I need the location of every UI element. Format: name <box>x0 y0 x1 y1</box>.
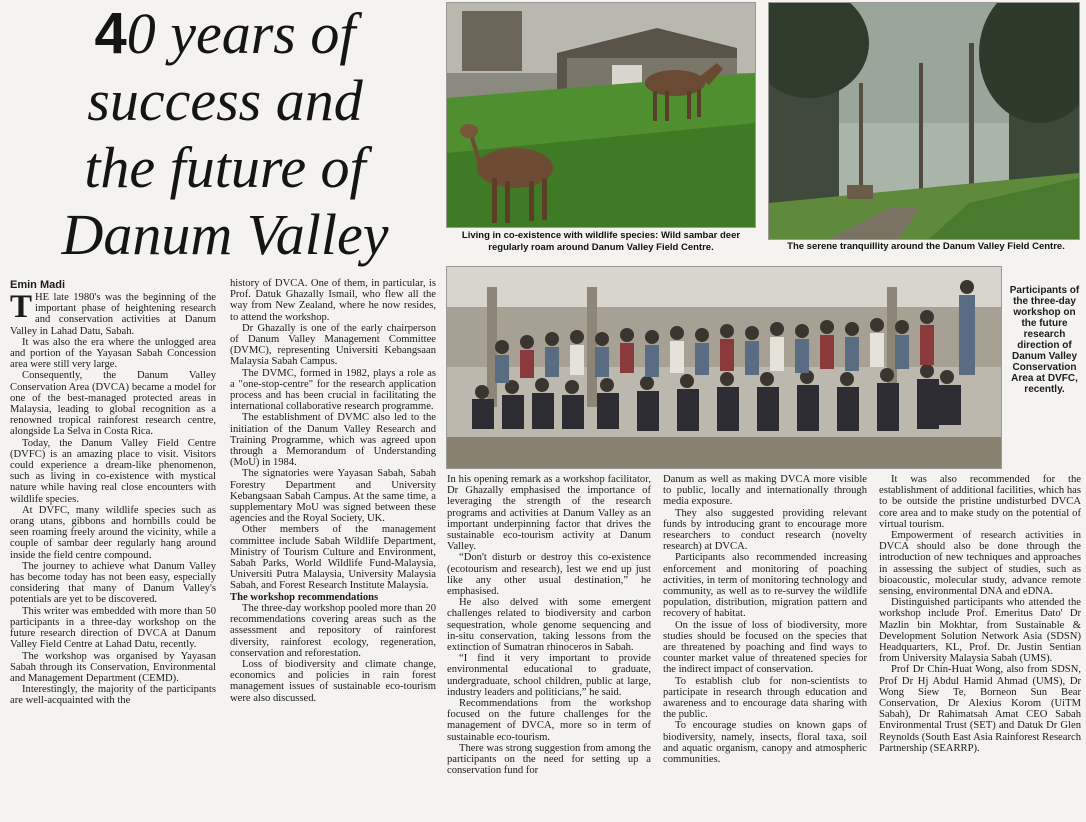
paragraph: The signatories were Yayasan Sabah, Sabah Forestry Department and University Kebangsaan Sabah Campus. At the same time, a supplementary MoU was signed between these agencies and the Royal Society, UK. <box>230 468 436 525</box>
headline-line-3: the future of <box>84 135 366 200</box>
forest-photo-caption: The serene tranquillity around the Danum Valley Field Centre. <box>787 241 1065 252</box>
forest-photo <box>768 2 1080 240</box>
headline-line-1: 0 years of <box>126 1 356 66</box>
paragraph: Loss of biodiversity and climate change, economics and policies in rain forest management issues of sustainable eco-tourism were also discussed. <box>230 658 436 704</box>
section-subhead: The workshop recommendations <box>230 591 379 603</box>
drop-cap: T <box>10 289 33 325</box>
paragraph: It was also recommended for the establishment of additional facilities, which has to be outside the pristine undisturbed DVCA core area and to make study on the potential of virtual tourism. <box>879 474 1081 530</box>
sambar-deer-photo <box>446 2 756 228</box>
paragraph: On the issue of loss of biodiversity, more studies should be focused on the species that are threatened by poaching and find ways to counter market value of threatened species for the indirect impact of conservation. <box>663 619 867 676</box>
paragraph: In his opening remark as a workshop facilitator, Dr Ghazally emphasised the importance of leveraging the strength of the research programs and activities at Danum Valley as an important underpinning factor that drives the sustainable eco-tourism activity at Danum Valley. <box>447 474 651 553</box>
paragraph: Other members of the management committee include Sabah Wildlife Department, Ministry of Tourism Culture and Environment, Sabah Parks, World Wildlife Fund-Malaysia, Universiti Putra Malaysia, University Malaysia Sabah, and Forest Research Institute Malaysia. <box>230 524 436 592</box>
paragraph: The workshop was organised by Yayasan Sabah through its Conservation, Environmental and Management Department (CEMD). <box>10 650 216 684</box>
column-1 <box>10 289 216 707</box>
sambar-photo-caption: Living in co-existence with wildlife species: Wild sambar deer regularly roam around Danum Valley Field Centre. <box>461 230 741 253</box>
column-4 <box>663 474 867 765</box>
paragraph: “I find it very important to provide environmental educational to graduate, undergraduate, school children, public at large, industry leaders and politicians,” he said. <box>447 653 651 698</box>
paragraph: The journey to achieve what Danum Valley has become today has not been easy, especially considering that many of Danum Valley's potentials are yet to be discovered. <box>10 560 216 606</box>
headline-line-2: success and <box>87 68 363 133</box>
paragraph: To establish club for non-scientists to participate in research through education and awareness and to encourage data sharing with the public. <box>663 675 867 721</box>
paragraph: The DVMC, formed in 1982, plays a role as a "one-stop-centre" for the research application process and has been crucial in facilitating the international collaborative research programme. <box>230 367 436 413</box>
paragraph: Consequently, the Danum Valley Conservation Area (DVCA) became a model for one of the best-managed protected areas in Malaysia, leading to global recognition as a renowned tropical rainforest research centre, alongside La Selva in Costa Rica. <box>10 370 216 438</box>
paragraph: Interestingly, the majority of the participants are well-acquainted with the <box>10 684 216 707</box>
paragraph: The establishment of DVMC also led to the initiation of the Danum Valley Research and Training Programme, which was agreed upon through a Memorandum of Understanding (MoU) in 1984. <box>230 412 436 469</box>
paragraph: The three-day workshop pooled more than 20 recommendations covering areas such as the assessment and repository of rainforest diversity, rainforest ecology, regeneration, conservation and reforestation. <box>230 602 436 659</box>
paragraph: Distinguished participants who attended the workshop include Prof. Emeritus Dato' Dr Mazlin bin Mokhtar, from Sustainable & Development Solution Network Asia (SDSN) Headquarters, KL, Prof. Dr. Justin Sentian from University Malaysia Sabah (UMS). <box>879 597 1081 665</box>
paragraph: Recommendations from the workshop focused on the future challenges for the management of DVCA, more so in term of sustainable eco-tourism. <box>447 698 651 743</box>
paragraph: Danum as well as making DVCA more visible to public, locally and internationally through media exposure. <box>663 474 867 508</box>
paragraph: THE late 1980's was the beginning of the important phase of heightening research and conservation activities at Danum Valley in Lahad Datu, Sabah. <box>10 289 216 337</box>
group-photo-caption: Participants of the three-day workshop on the future research direction of Danum Valley Conservation Area at DVFC, recently. <box>1009 285 1080 395</box>
paragraph: Dr Ghazally is one of the early chairperson of Danum Valley Management Committee (DVMC), representing Universiti Kebangsaan Malaysia Sabah Campus. <box>230 322 436 368</box>
group-photo <box>446 266 1002 469</box>
column-5 <box>879 474 1081 754</box>
sambar-deer-illustration <box>447 3 755 227</box>
paragraph: At DVFC, many wildlife species such as orang utans, gibbons and hornbills could be seen roaming freely around the vicinity, while a couple of sambar deer regularly hang around inside the field centre compound. <box>10 504 216 561</box>
paragraph: There was strong suggestion from among the participants on the need for setting up a conservation fund for <box>447 742 651 777</box>
paragraph: It was also the era where the unlogged area and portion of the Yayasan Sabah Concession area were still very large. <box>10 336 216 371</box>
forest-illustration <box>769 3 1079 239</box>
byline: Emin Madi <box>10 279 66 291</box>
paragraph: Prof Dr Chin-Huat Wong, also from SDSN, Prof Dr Hj Abdul Hamid Ahmad (UMS), Dr Wong Siew Te, Borneon Sun Bear Conservation, Dr Alexius Korom (UiTM Sabah), Dr Rahimatsah Amat CEO Sabah Environmental Trust (SET) and Datuk Dr Glen Reynolds (South East Asia Rainforest Research Partnership (SEARRP). <box>879 664 1081 754</box>
column-3 <box>447 474 651 776</box>
paragraph: To encourage studies on known gaps of biodiversity, namely, insects, floral taxa, soil and aquatic organism, canopy and atmospheric communities. <box>663 720 867 766</box>
group-illustration <box>447 267 1001 468</box>
column-2 <box>230 278 436 704</box>
paragraph: They also suggested providing relevant funds by introducing grant to encourage more researchers to conduct research (novelty research) at DVCA. <box>663 507 867 553</box>
headline-line-4: Danum Valley <box>61 202 389 267</box>
paragraph: He also delved with some emergent challenges related to biodiversity and carbon sequestration, whole genome sequencing and in-situ conservation, taking lessons from the extinction of Sumatran rhinoceros in Sabah. <box>447 597 651 654</box>
paragraph: history of DVCA. One of them, in particular, is Prof. Datuk Ghazally Ismail, who flew all the way from New Zealand, where he now resides, to attend the workshop. <box>230 278 436 323</box>
paragraph: Empowerment of research activities in DVCA should also be done through the introduction of new techniques and approaches in assessing the subject of studies, such as bioacoustic, molecular study, advance remote sensing, environmental DNA and eDNA. <box>879 530 1081 598</box>
headline <box>10 0 440 268</box>
paragraph: Today, the Danum Valley Field Centre (DVFC) is an amazing place to visit. Visitors could experience a dream-like phenomenon, such as living in co-existence with mystical nature while having real close encounters with wildlife species. <box>10 437 216 505</box>
paragraph: “Don't disturb or destroy this co-existence (ecotourism and research), lest we end up just like any other usual destination,” he emphasised. <box>447 552 651 598</box>
paragraph: This writer was embedded with more than 50 participants in a three-day workshop on the future research direction of DVCA at Danum Valley Field Centre at Lahad Datu, recently. <box>10 605 216 651</box>
paragraph: Participants also recommended increasing enforcement and monitoring of poaching activities, in term of monitoring technology and community, as well as to re-survey the wildlife population, distribution, migration pattern and recovery of habitat. <box>663 552 867 620</box>
headline-digit: 4 <box>94 1 127 66</box>
